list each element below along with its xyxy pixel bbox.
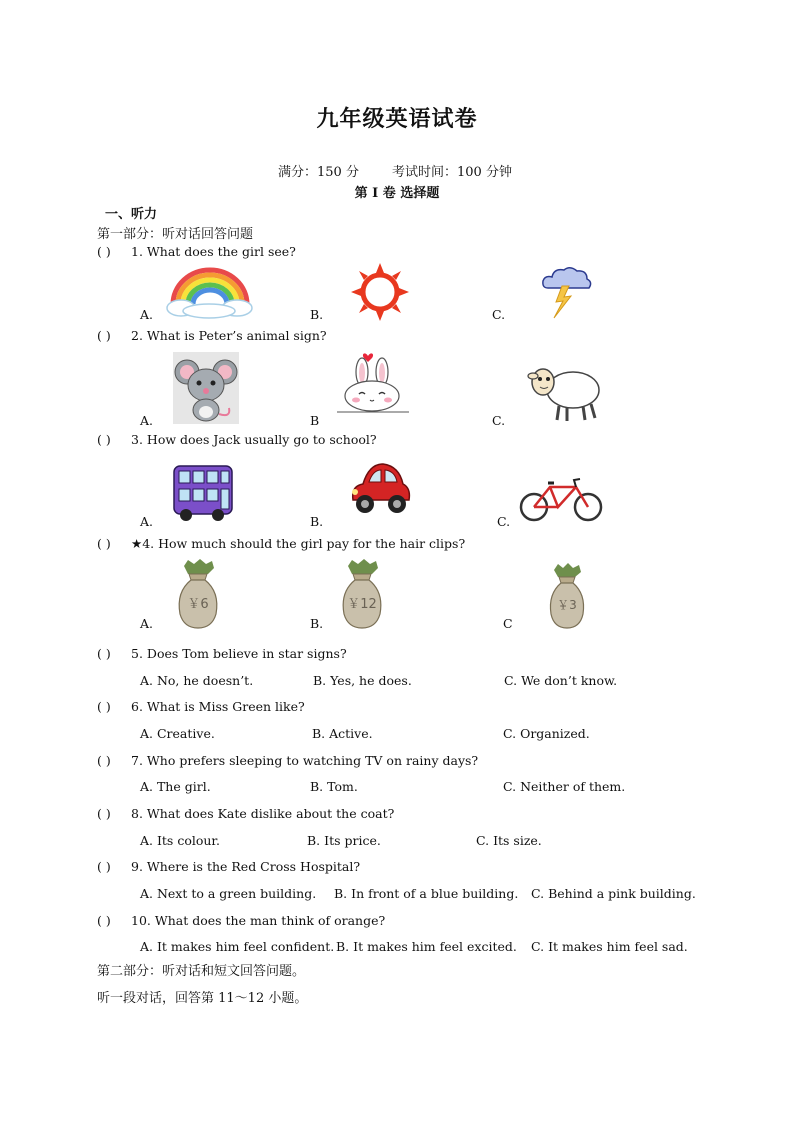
answer-blank[interactable]: ( ) bbox=[97, 536, 111, 551]
rainbow-icon bbox=[165, 264, 255, 320]
svg-text:￥3: ￥3 bbox=[557, 598, 577, 612]
answer-blank[interactable]: ( ) bbox=[97, 913, 111, 928]
mouse-icon bbox=[173, 352, 239, 424]
question-4: ( ) ★4. How much should the girl pay for the hair clips? bbox=[97, 536, 466, 551]
question-9: ( ) 9. Where is the Red Cross Hospital? bbox=[97, 859, 361, 874]
exam-title: 九年级英语试卷 bbox=[316, 106, 478, 132]
part-two-heading: 第二部分：听对话和短文回答问题。 bbox=[97, 964, 306, 979]
q9-option-c: C. Behind a pink building. bbox=[531, 886, 696, 901]
answer-blank[interactable]: ( ) bbox=[97, 646, 111, 661]
money-bag-icon bbox=[338, 558, 386, 630]
q2-option-a-label: A. bbox=[140, 413, 154, 428]
svg-text:￥12: ￥12 bbox=[347, 597, 377, 612]
q10-option-c: C. It makes him feel sad. bbox=[531, 939, 688, 954]
q3-option-b-label: B. bbox=[310, 514, 324, 529]
q8-option-c: C. Its size. bbox=[476, 833, 542, 848]
answer-blank[interactable]: ( ) bbox=[97, 699, 111, 714]
answer-blank[interactable]: ( ) bbox=[97, 753, 111, 768]
answer-blank[interactable]: ( ) bbox=[97, 806, 111, 821]
thunderstorm-icon bbox=[538, 264, 594, 320]
q10-option-b: B. It makes him feel excited. bbox=[336, 939, 517, 954]
q2-option-c-label: C. bbox=[492, 413, 506, 428]
bus-icon bbox=[170, 462, 236, 522]
q9-option-a: A. Next to a green building. bbox=[140, 886, 317, 901]
q5-option-a: A. No, he doesn’t. bbox=[140, 673, 254, 688]
full-score: 满分：150 分 bbox=[278, 165, 359, 180]
sheep-icon bbox=[527, 362, 603, 424]
question-10: ( ) 10. What does the man think of orange? bbox=[97, 913, 386, 928]
q5-option-b: B. Yes, he does. bbox=[313, 673, 412, 688]
svg-text:￥6: ￥6 bbox=[187, 597, 209, 612]
question-5: ( ) 5. Does Tom believe in star signs? bbox=[97, 646, 347, 661]
q1-option-b-label: B. bbox=[310, 307, 324, 322]
volume-heading: 第 I 卷 选择题 bbox=[354, 186, 440, 201]
sun-icon bbox=[350, 262, 410, 322]
bicycle-icon bbox=[518, 475, 604, 523]
question-3: ( ) 3. How does Jack usually go to school? bbox=[97, 432, 377, 447]
q8-option-a: A. Its colour. bbox=[140, 833, 220, 848]
money-bag-icon bbox=[546, 562, 588, 630]
part-one-heading: 第一部分：听对话回答问题 bbox=[97, 227, 254, 242]
q5-option-c: C. We don’t know. bbox=[504, 673, 618, 688]
answer-blank[interactable]: ( ) bbox=[97, 432, 111, 447]
q4-option-a-label: A. bbox=[140, 616, 154, 631]
q7-option-a: A. The girl. bbox=[140, 779, 211, 794]
car-icon bbox=[347, 456, 413, 520]
rabbit-icon bbox=[335, 348, 411, 414]
question-2: ( ) 2. What is Peter’s animal sign? bbox=[97, 328, 327, 343]
listening-instruction: 听一段对话，回答第 11～12 小题。 bbox=[97, 991, 308, 1006]
answer-blank[interactable]: ( ) bbox=[97, 859, 111, 874]
q9-option-b: B. In front of a blue building. bbox=[334, 886, 519, 901]
question-8: ( ) 8. What does Kate dislike about the coat? bbox=[97, 806, 395, 821]
q4-option-b-label: B. bbox=[310, 616, 324, 631]
q6-option-a: A. Creative. bbox=[140, 726, 215, 741]
q8-option-b: B. Its price. bbox=[307, 833, 381, 848]
q6-option-b: B. Active. bbox=[312, 726, 373, 741]
q4-option-c-label: C bbox=[503, 616, 513, 631]
section-listening: 一、听力 bbox=[105, 207, 158, 222]
question-6: ( ) 6. What is Miss Green like? bbox=[97, 699, 305, 714]
q7-option-b: B. Tom. bbox=[310, 779, 358, 794]
q2-option-b-label: B bbox=[310, 413, 320, 428]
q1-option-a-label: A. bbox=[140, 307, 154, 322]
q3-option-a-label: A. bbox=[140, 514, 154, 529]
money-bag-icon bbox=[174, 558, 222, 630]
q3-option-c-label: C. bbox=[497, 514, 511, 529]
q1-option-c-label: C. bbox=[492, 307, 506, 322]
answer-blank[interactable]: ( ) bbox=[97, 328, 111, 343]
question-7: ( ) 7. Who prefers sleeping to watching TV on rainy days? bbox=[97, 753, 479, 768]
q10-option-a: A. It makes him feel confident. bbox=[140, 939, 335, 954]
question-1: ( ) 1. What does the girl see? bbox=[97, 244, 296, 259]
q6-option-c: C. Organized. bbox=[503, 726, 590, 741]
q7-option-c: C. Neither of them. bbox=[503, 779, 626, 794]
answer-blank[interactable]: ( ) bbox=[97, 244, 111, 259]
exam-time: 考试时间：100 分钟 bbox=[392, 165, 512, 180]
